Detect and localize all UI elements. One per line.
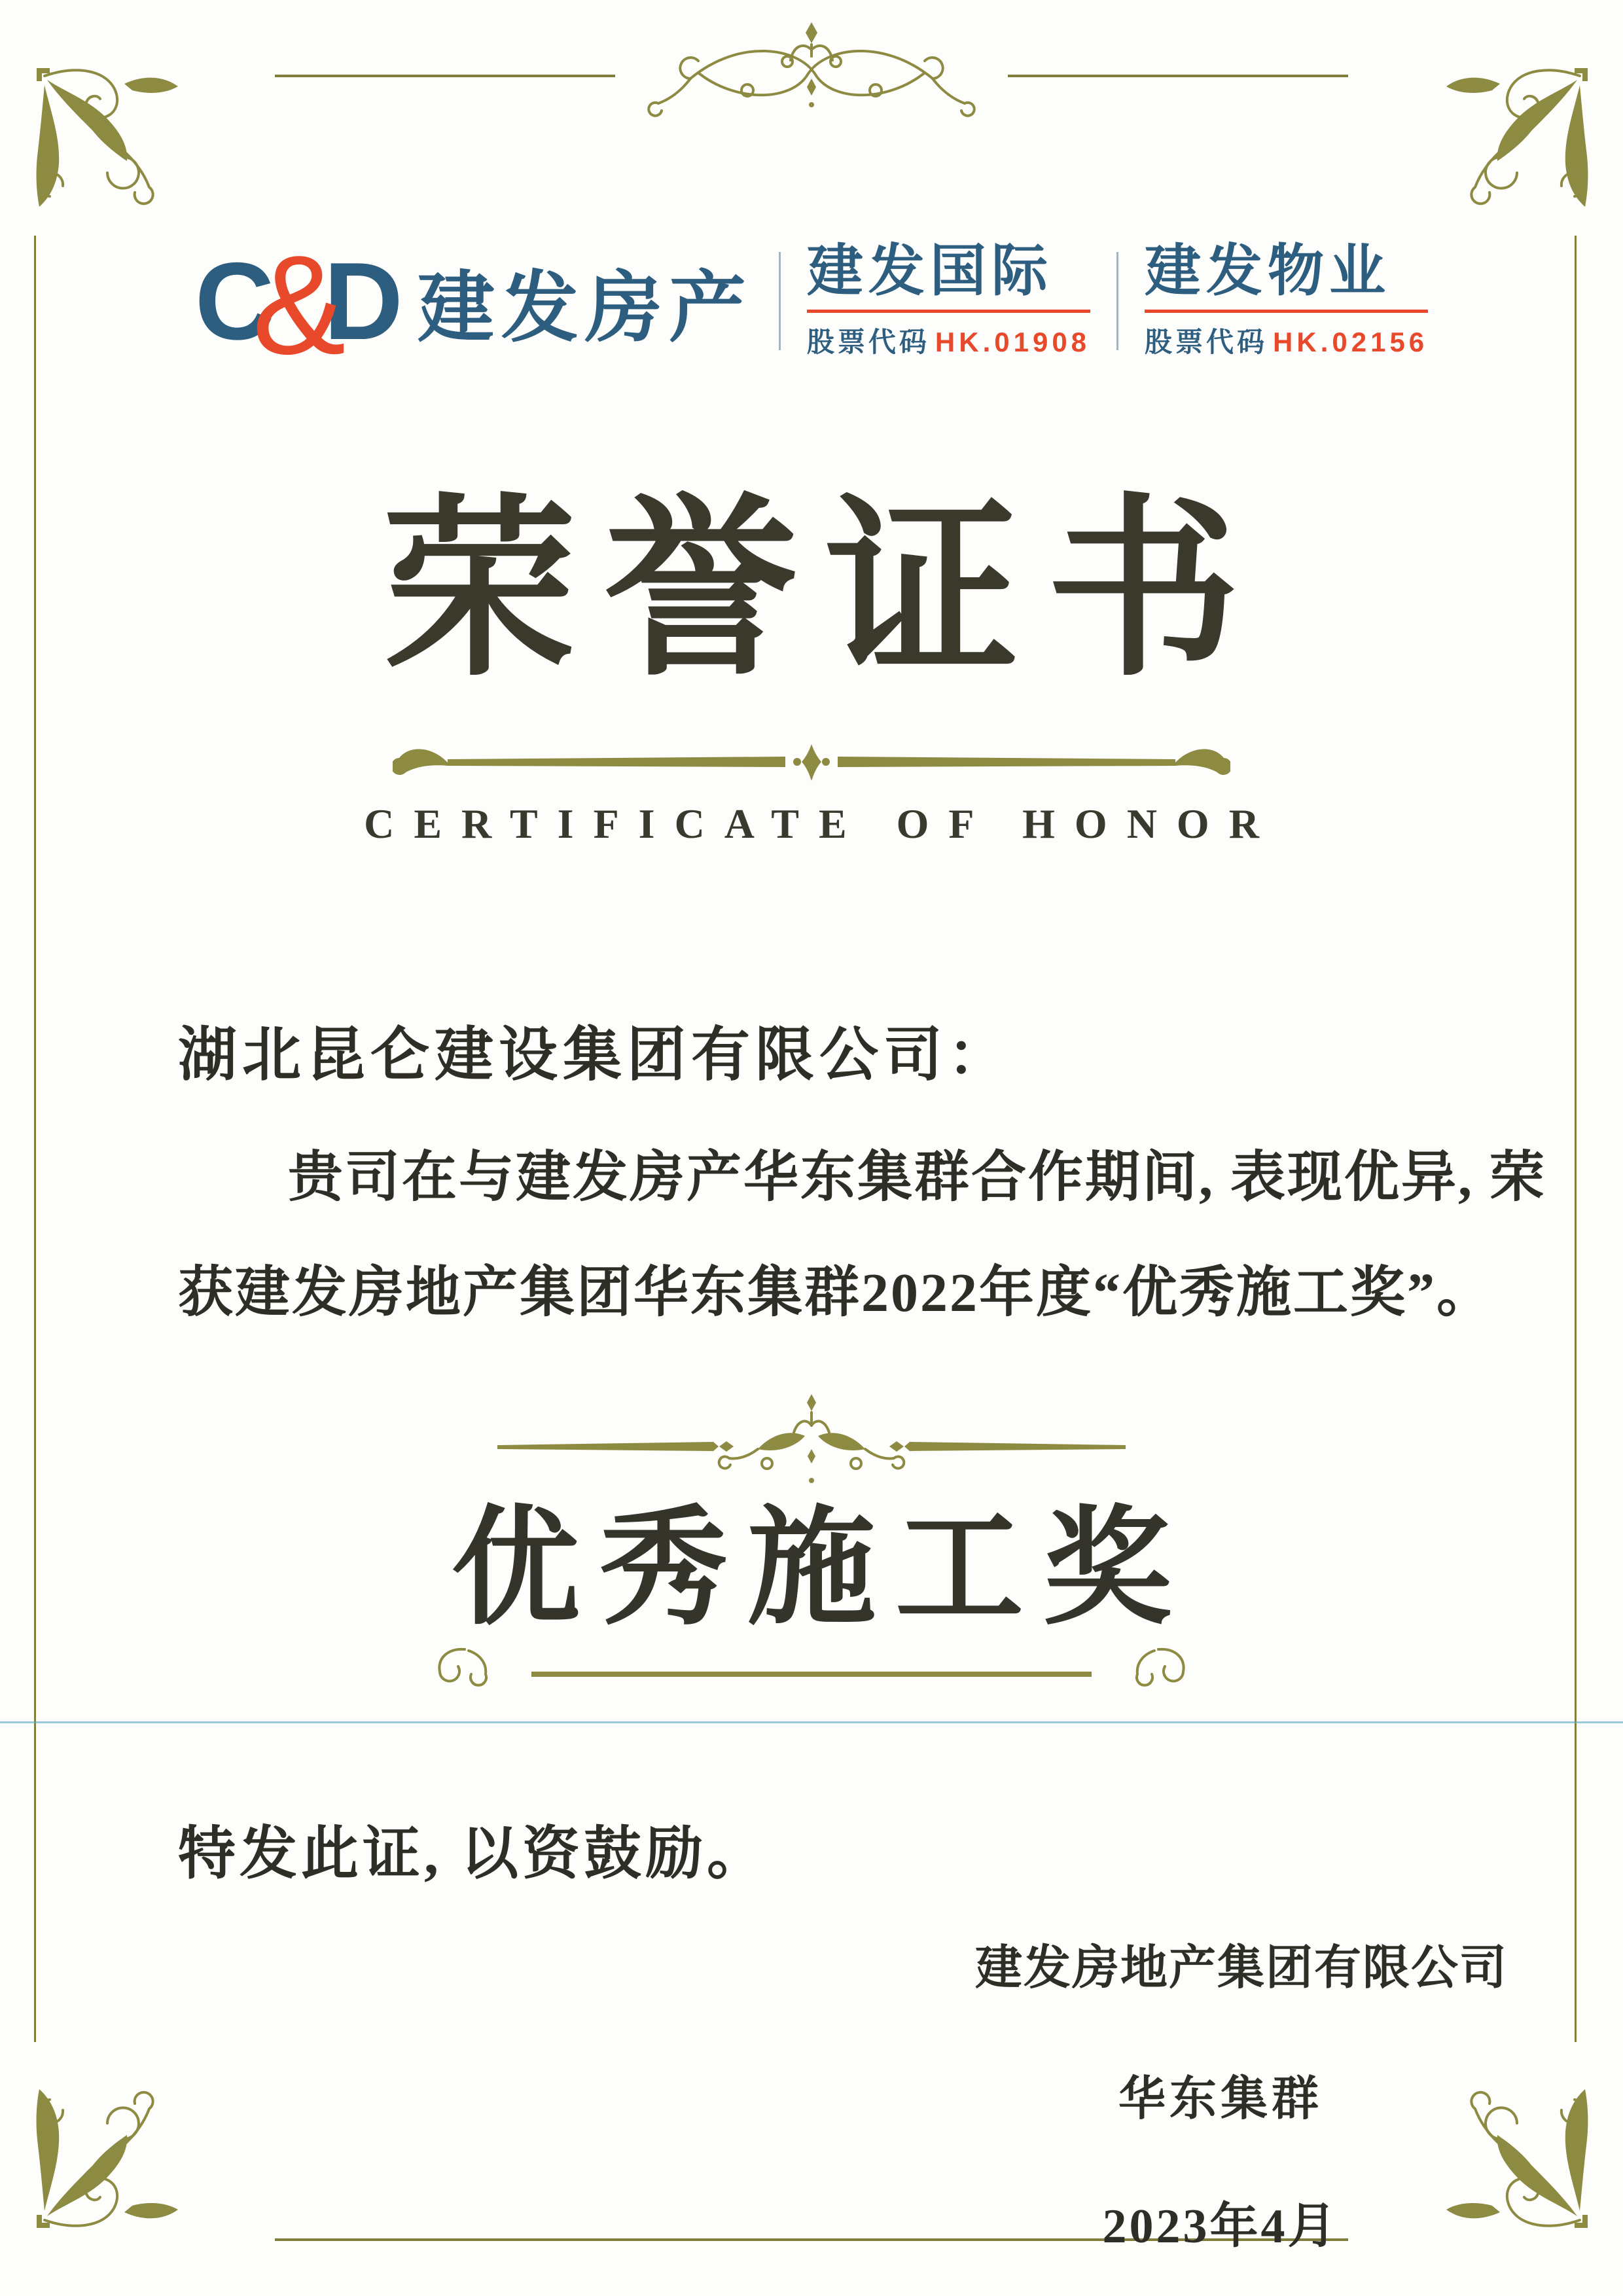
stock-code-value: HK.02156 <box>1273 327 1429 358</box>
citation-paragraph <box>178 1121 1547 1351</box>
logo-divider <box>779 252 781 350</box>
award-name-display: 优秀施工奖 <box>451 1498 1191 1640</box>
certificate-title-en: CERTIFICATE OF HONOR <box>364 800 1279 847</box>
stock-code-label: 股票代码 <box>806 327 930 358</box>
cd-property-underline <box>1145 310 1428 313</box>
cd-international-logo <box>806 239 1091 360</box>
logo-divider <box>1116 252 1118 350</box>
cd-real-estate-logo <box>194 226 753 384</box>
cd-international-underline <box>807 310 1090 313</box>
title-divider-ornament-icon <box>393 738 1230 787</box>
scan-artifact-line <box>0 1721 1623 1723</box>
stock-code-label: 股票代码 <box>1145 327 1268 358</box>
logo-letter-d: D <box>323 239 403 363</box>
frame-border-top-right-segment <box>1008 75 1348 77</box>
cd-property-stock-code <box>1145 321 1428 360</box>
corner-flourish-top-right-icon <box>1421 58 1598 234</box>
issuer-department: 华东集群 <box>1118 2073 1323 2125</box>
cd-property-logo <box>1145 239 1429 360</box>
cd-property-name: 建发物业 <box>1145 239 1391 302</box>
stock-code-value: HK.01908 <box>935 327 1091 358</box>
citation-line-2: 获建发房地产集团华东集群2022年度“优秀施工奖”。 <box>178 1263 1494 1323</box>
frame-border-top-left-segment <box>275 75 615 77</box>
certificate-title-zh: 荣誉证书 <box>383 484 1268 699</box>
cd-international-name: 建发国际 <box>806 239 1053 302</box>
brand-header <box>0 226 1623 384</box>
citation-line-1: 贵司在与建发房产华东集群合作期间, 表现优异, 荣 <box>288 1147 1547 1208</box>
logo-letter-c: C <box>194 239 275 363</box>
cd-international-stock-code <box>807 321 1090 360</box>
issuer-organization: 建发房地产集团有限公司 <box>975 1942 1508 1994</box>
brand-name: 建发房产 <box>417 264 753 351</box>
cd-monogram-icon <box>194 226 403 384</box>
signature-block <box>975 1929 1508 2257</box>
corner-flourish-bottom-left-icon <box>26 2062 203 2238</box>
closing-line: 特发此证, 以资鼓励。 <box>178 1823 769 1886</box>
award-underline-ornament-icon <box>419 1635 1204 1713</box>
logo-ampersand: & <box>252 226 346 384</box>
addressee-line: 湖北昆仑建设集团有限公司： <box>178 1023 1012 1088</box>
top-center-scroll-flourish-icon <box>628 18 995 130</box>
corner-flourish-top-left-icon <box>26 58 203 234</box>
issue-date: 2023年4月 <box>1102 2200 1339 2253</box>
